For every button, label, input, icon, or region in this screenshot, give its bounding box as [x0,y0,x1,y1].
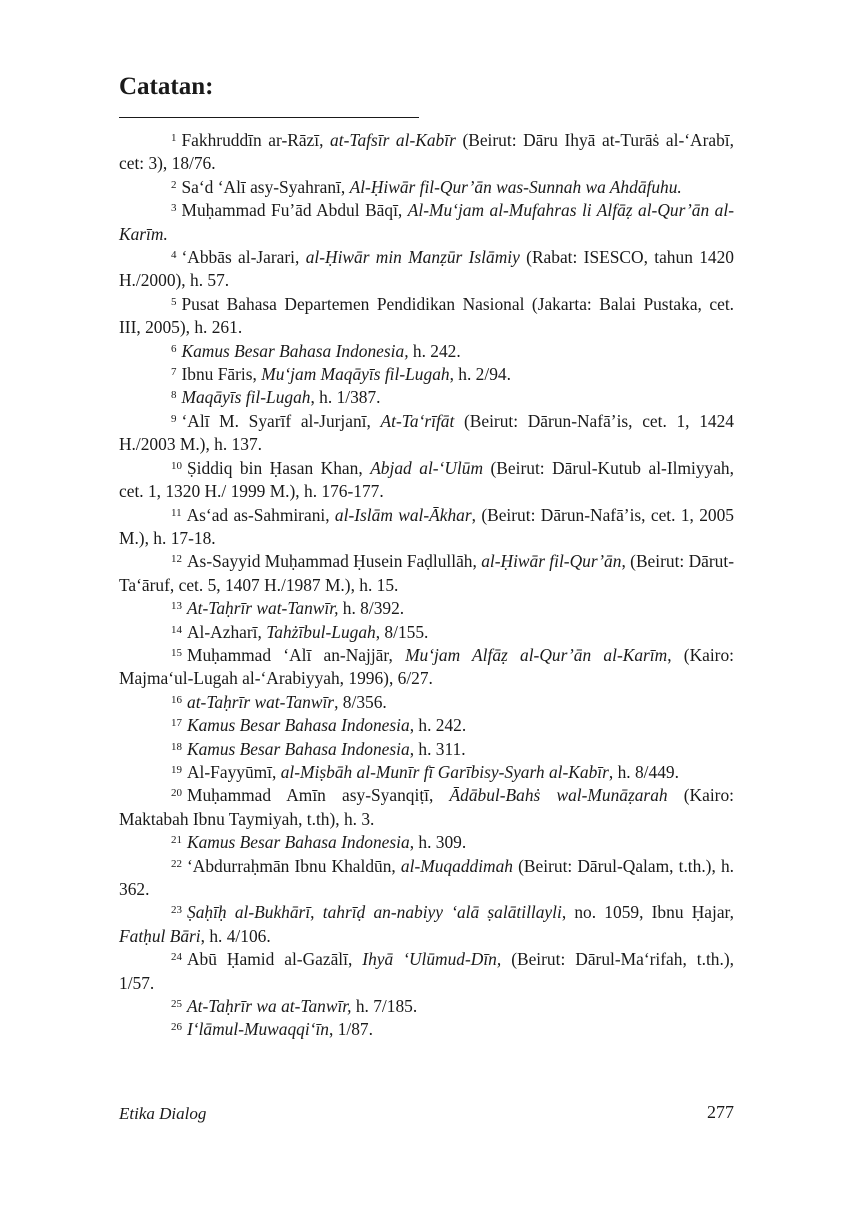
footnote-number: 26 [171,1021,182,1034]
footnote-title-italic: At-Taḥrīr wa at-Tanwīr, [187,996,352,1017]
footnote-text: , h. 311. [409,738,466,759]
footnotes-list [119,129,734,1042]
footnote-title-italic: at-Tafsīr al-Kabīr [330,130,456,150]
footnote-number: 20 [171,787,182,800]
footnote-19 [119,761,734,784]
footnote-7 [119,363,734,386]
footnote-text: , h. 1/387. [310,387,381,408]
running-footer-title: Etika Dialog [119,1104,207,1123]
footnote-text: Sa‘d ‘Alī asy-Syahranī, [181,176,350,197]
footnote-text: ‘Abbās al-Jarari, [181,247,306,268]
footnote-title-italic: Abjad al-‘Ulūm [370,457,483,478]
footnote-number: 23 [171,904,182,917]
footnote-title-italic: Kamus Besar Bahasa Indonesia [187,738,410,759]
footnote-title-italic: At-Ta‘rīfāt [380,410,455,431]
footnote-number: 14 [171,623,182,636]
footnote-text: , (Beirut: Dārut-Ta‘āruf, cet. 5, 1407 H./1987 M.), h. 15. [119,551,734,595]
footnote-title-italic: al-Muqaddimah [400,855,513,876]
footnote-text: Muḥammad Amīn asy-Syanqiṭī, [187,785,450,806]
footnote-text: Abū Ḥamid al-Gazālī, [187,949,363,970]
footnote-number: 19 [171,763,182,776]
footnote-title-italic: At-Taḥrīr wat-Tanwīr, [187,598,339,619]
footnote-title-italic: Kamus Besar Bahasa Indonesia [187,832,410,853]
footnote-number: 17 [171,717,182,730]
footnote-number: 24 [171,951,182,964]
footnote-title-italic: al-Miṣbāh al-Munīr fī Garībisy-Syarh al-Kabīr [280,761,609,782]
footnote-number: 16 [171,693,182,706]
footnote-text: (Beirut: Dārul-Ma‘rifah, t.th.), 1/57. [119,949,734,993]
footnote-text: , no. 1059, Ibnu Ḥajar, [561,902,734,923]
footnote-number: 3 [171,202,177,215]
footnote-text: (Beirut: Dārul-Kutub al-Ilmiyyah, cet. 1, 1320 H./ 1999 M.), h. 176-177. [119,457,734,502]
footnote-2 [119,176,734,199]
footnote-number: 7 [171,366,177,379]
footnote-title-italic: al-Ḥiwār min Manẓūr Islāmiy [305,247,520,268]
footnote-title-italic: Al-Mu‘jam al-Mufahras li Alfāẓ al-Qur’ān al-Karīm. [119,200,734,244]
footnote-text: , h. 8/449. [608,761,679,782]
footnote-title-italic: Maqāyīs fil-Lugah [181,387,311,408]
footnote-text: Ibnu Fāris, [181,364,262,385]
footnote-title-italic: I‘lāmul-Muwaqqi‘īn [187,1019,330,1040]
footnote-number: 10 [171,459,182,472]
footnote-5 [119,293,734,340]
footnote-number: 6 [171,342,177,355]
footnote-26 [119,1018,734,1041]
footnote-number: 21 [171,834,182,847]
footnote-number: 1 [171,132,177,144]
footnote-text: (Beirut: Dārun-Nafā’is, cet. 1, 1424 H./2003 M.), h. 137. [119,410,734,455]
footnote-text: Muḥammad Fu’ād Abdul Bāqī, [181,200,408,221]
footnote-text: h. 242. [408,340,461,361]
footnote-number: 5 [171,295,177,308]
footnote-title-italic: al-Ḥiwār fil-Qur’ān [481,551,622,572]
footnote-title-italic: Mu‘jam Alfāẓ al-Qur’ān al-Karīm [405,644,668,665]
footnote-text: (Rabat: ISESCO, tahun 1420 H./2000), h. 57. [119,247,734,291]
footnote-text: , [310,902,323,923]
footnote-title-italic: Al-Ḥiwār fil-Qur’ān was-Sunnah wa Ahdāfuhu. [349,176,682,197]
footnote-14 [119,621,734,644]
footnote-text: ‘Alī M. Syarīf al-Jurjanī, [181,410,381,431]
footnote-title-italic: tahrīḍ an-nabiyy ‘alā ṣalātillayli [322,902,562,923]
footnote-text: ‘Abdurraḥmān Ibnu Khaldūn, [187,855,401,876]
footnote-number: 15 [171,646,182,659]
footnote-12 [119,550,734,597]
footnote-text: (Beirut: Dārul-Qalam, t.th.), h. 362. [119,855,734,899]
page-number: 277 [707,1102,734,1122]
footnote-24 [119,948,734,995]
footnote-number: 11 [171,506,182,519]
footnote-number: 9 [171,412,177,425]
footnote-18 [119,738,734,761]
footnote-text: , 8/155. [375,621,429,642]
footnote-text: , 1/87. [329,1019,373,1040]
footnote-6 [119,340,734,363]
footnote-title-italic: Ihyā ‘Ulūmud-Dīn, [362,949,502,970]
footnote-text: , h. 242. [409,715,467,736]
footnote-text: , h. 2/94. [449,364,511,385]
footnote-text: , h. 309. [409,832,467,853]
footnote-number: 2 [171,178,177,191]
footnote-title-italic: Ṣaḥīḥ al-Bukhārī [187,902,311,923]
footnote-20 [119,784,734,831]
page-title: Catatan: [119,73,214,100]
footnote-text: , h. 4/106. [200,925,271,946]
footnote-title-italic: Ādābul-Bahṡ wal-Munāẓarah [449,785,668,806]
footnote-text: , (Beirut: Dārun-Nafā’is, cet. 1, 2005 M.), h. 17-18. [119,504,734,548]
footnote-17 [119,714,734,737]
footnote-11 [119,504,734,551]
footnote-1 [119,129,734,176]
footnote-3 [119,199,734,246]
footnote-25 [119,995,734,1018]
footnote-text: Al-Azharī, [187,621,267,642]
footnote-text: Pusat Bahasa Departemen Pendidikan Nasional (Jakarta: Balai Pustaka, cet. III, 2005), h. 261. [119,293,734,338]
footnote-text: As‘ad as-Sahmirani, [186,504,335,525]
footnote-text: As-Sayyid Muḥammad Ḥusein Faḍlullāh, [187,551,482,572]
footnote-text: (Kairo: Maktabah Ibnu Taymiyah, t.th), h. 3. [119,785,734,829]
footnote-title-italic: Fatḥul Bāri [119,925,201,946]
footnote-number: 12 [171,553,182,566]
footnote-text: h. 7/185. [351,996,418,1017]
footnote-13 [119,597,734,620]
footnote-text: Fakhruddīn ar-Rāzī, [181,130,331,150]
footnote-8 [119,386,734,409]
footnote-title-italic: Mu‘jam Maqāyīs fil-Lugah [261,364,450,385]
footnote-text: Ṣiddiq bin Ḥasan Khan, [187,457,371,478]
footnote-10 [119,457,734,504]
footnote-number: 4 [171,249,177,262]
footnote-title-italic: al-Islām wal-Ākhar [334,504,472,525]
footnote-number: 13 [171,600,182,613]
footnote-23 [119,901,734,948]
footnote-text: Muḥammad ‘Alī an-Najjār, [187,644,406,665]
footnote-number: 8 [171,389,177,402]
footnote-title-italic: Kamus Besar Bahasa Indonesia [187,715,410,736]
footnote-number: 18 [171,740,182,753]
footnote-number: 25 [171,998,182,1011]
footnote-title-italic: at-Taḥrīr wat-Tanwīr [187,691,335,712]
footnote-text: , 8/356. [334,691,387,712]
footnote-9 [119,410,734,457]
footnote-title-italic: Tahżībul-Lugah [266,621,376,642]
footnote-text: , (Kairo: Majma‘ul-Lugah al-‘Arabiyyah, 1996), 6/27. [119,644,735,689]
footnote-separator [119,117,419,118]
footnote-21 [119,831,734,854]
footnote-number: 22 [171,857,182,870]
footnote-text: (Beirut: Dāru Ihyā at-Turāṡ al-‘Arabī, cet: 3), 18/76. [119,130,734,174]
footnote-title-italic: Kamus Besar Bahasa Indonesia, [181,340,409,361]
footnote-22 [119,855,734,902]
footnote-text: h. 8/392. [338,598,405,619]
footnote-16 [119,691,734,714]
footnote-4 [119,246,734,293]
footnote-15 [119,644,734,691]
footnote-text: Al-Fayyūmī, [187,761,281,782]
